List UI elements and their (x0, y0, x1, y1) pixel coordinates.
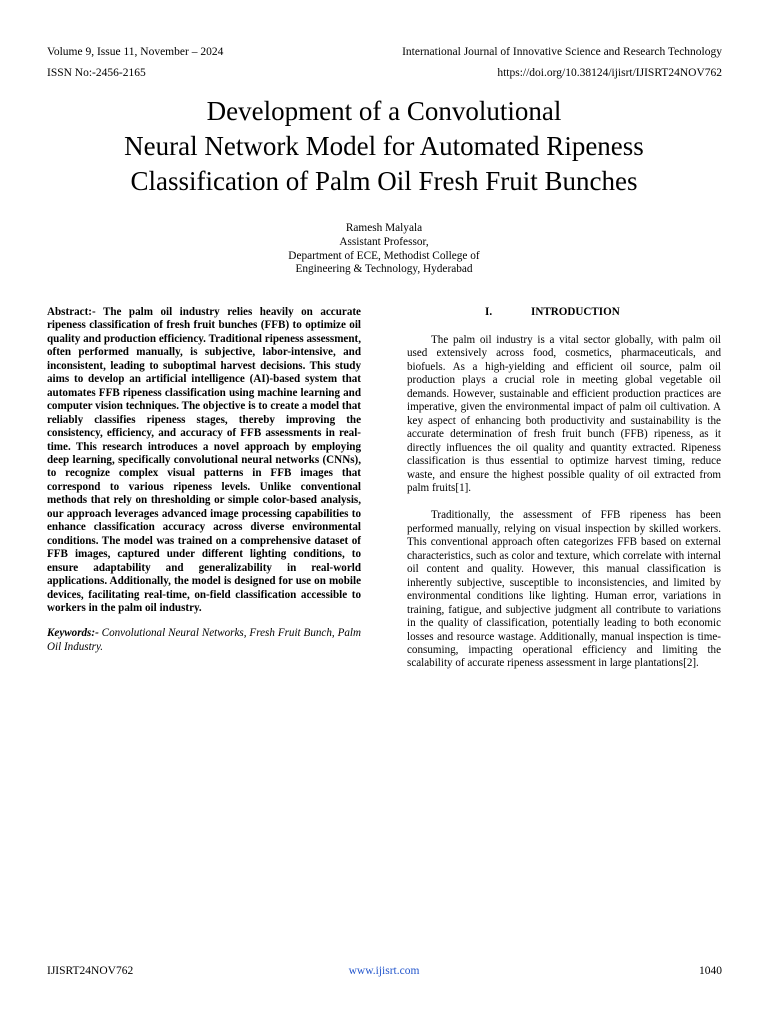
author-position: Assistant Professor, (339, 235, 429, 248)
header-doi: https://doi.org/10.38124/ijisrt/IJISRT24NOV762 (497, 67, 722, 79)
intro-paragraph-1: The palm oil industry is a vital sector globally, with palm oil used extensively across food, cosmetics, pharmaceuticals, and biofuels. As a high-yielding and efficient oil source, palm oil production plays a crucial role in meeting global vegetable oil demands. However, sustainable and efficient production practices are imperative, given the environmental impact of palm oil cultivation. A key aspect of enhancing both productivity and sustainability is the accurate determination of fresh fruit bunch (FFB) ripeness, as it directly influences the oil quality and quantity extracted. Ripeness classification is thus essential to optimize harvest timing, reduce waste, and ensure the highest possible quality of oil extracted from palm fruits[1]. (407, 334, 721, 494)
title-line-1: Development of a Convolutional (206, 96, 562, 126)
author-name: Ramesh Malyala (345, 222, 423, 234)
footer-website-link[interactable]: www.ijisrt.com (348, 965, 420, 977)
section-number: I. (485, 306, 493, 318)
footer-page-number: 1040 (699, 965, 722, 977)
title-line-2: Neural Network Model for Automated Ripeness (124, 131, 644, 161)
section-title: INTRODUCTION (531, 306, 620, 318)
abstract: Abstract:- The palm oil industry relies heavily on accurate ripeness classification of fresh fruit bunches (FFB) to optimize oil quality and production efficiency. Traditional ripeness assessment, often performed manually, is subjective, labor-intensive, and inconsistent, leading to suboptimal harvest decisions. This study aims to develop an artificial intelligence (AI)-based system that automates FFB ripeness classification using machine learning and computer vision techniques. The objective is to create a model that reliably classifies ripeness stages, thereby improving the consistency, efficiency, and accuracy of FFB assessments in real-time. This research introduces a novel approach by employing deep learning, specifically convolutional neural networks (CNNs), to recognize complex visual patterns in FFB images that correspond to various ripeness levels. Unlike conventional methods that rely on thresholding or simple color-based analysis, our approach leverages advanced image processing capabilities to enhance classification accuracy across diverse environmental conditions. The model was trained on a comprehensive dataset of FFB images, captured under different lighting conditions, to ensure adaptability and generalizability in real-world applications. Additionally, the model is designed for use on mobile devices, facilitating real-time, on-field classification accessible to workers in the palm oil industry. (47, 306, 361, 614)
keywords-label: Keywords:- (47, 627, 99, 640)
author-affiliation-line-1: Department of ECE, Methodist College of (288, 249, 480, 262)
header-journal-name: International Journal of Innovative Science and Research Technology (402, 46, 722, 58)
intro-paragraph-2: Traditionally, the assessment of FFB ripeness has been performed manually, relying on visual inspection by skilled workers. This conventional approach often categorizes FFB based on external characteristics, such as color and texture, which correlate with internal oil content and quality. However, this manual classification is inherently subjective, susceptible to inconsistencies, and limited by environmental conditions like lighting. Human error, variations in training, fatigue, and subjective judgment all contribute to variations in the quality of classification, potentially leading to both economic losses and resource wastage. Additionally, manual inspection is time-consuming, impacting operational efficiency and limiting the scalability of accurate ripeness assessment in large plantations[2]. (407, 509, 721, 670)
keywords-text: Convolutional Neural Networks, Fresh Fruit Bunch, Palm Oil Industry. (47, 627, 361, 653)
header-volume: Volume 9, Issue 11, November – 2024 (47, 46, 224, 58)
section-heading (407, 306, 721, 320)
footer-article-id: IJISRT24NOV762 (47, 965, 134, 977)
header-issn: ISSN No:-2456-2165 (47, 67, 146, 79)
author-affiliation-line-2: Engineering & Technology, Hyderabad (295, 263, 473, 276)
keywords (47, 627, 361, 654)
author-block (0, 222, 768, 277)
paper-title (0, 94, 768, 199)
title-line-3: Classification of Palm Oil Fresh Fruit Bunches (130, 166, 638, 196)
right-column (407, 306, 721, 671)
left-column (47, 306, 361, 654)
